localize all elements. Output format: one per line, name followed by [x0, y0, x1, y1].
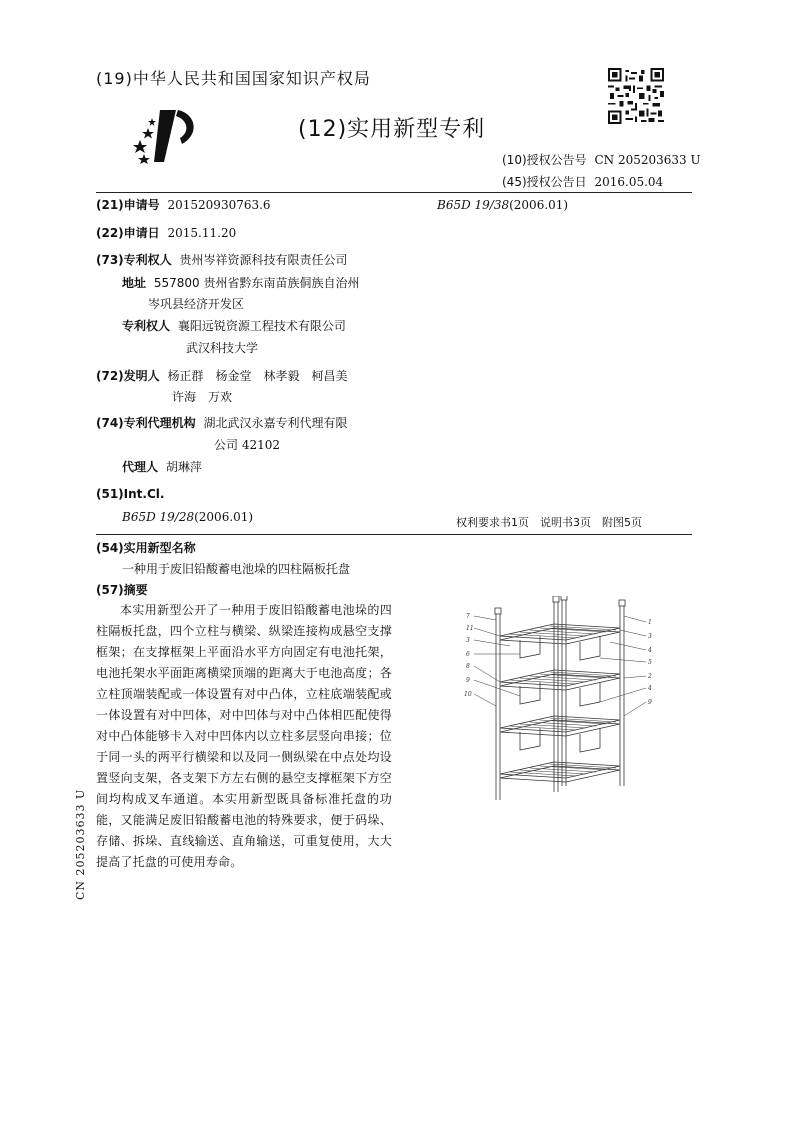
page-counts: 权利要求书1页 说明书3页 附图5页	[456, 516, 642, 529]
pub-no-label: (10)授权公告号	[502, 153, 587, 167]
figure-label-left-3: 3	[466, 637, 470, 644]
patentee-label: (73)专利权人	[96, 253, 172, 267]
pallet-drawing-figure	[460, 596, 672, 810]
app-no-label: (21)申请号	[96, 198, 160, 212]
utility-model-title: 一种用于废旧铅酸蓄电池垛的四柱隔板托盘	[122, 562, 351, 576]
figure-label-right-7: 9	[648, 699, 652, 706]
inventors-line2: 许海 万欢	[172, 390, 233, 404]
agency-line2: 公司 42102	[214, 438, 280, 452]
app-no: 201520930763.6	[167, 198, 271, 212]
agent-label: 代理人	[122, 460, 159, 474]
figure-label-right-4: 5	[648, 659, 652, 666]
ipc-code-right: B65D 19/38	[437, 198, 510, 212]
figure-label-left-6: 9	[466, 677, 470, 684]
figure-label-left-5: 8	[466, 663, 470, 670]
filing-date: 2015.11.20	[167, 226, 237, 240]
figure-label-right-2: 3	[648, 633, 652, 640]
header-rule	[96, 192, 692, 193]
figure-label-right-6: 4	[648, 685, 652, 692]
pub-no: CN 205203633 U	[594, 153, 701, 167]
agency-line1: 湖北武汉永嘉专利代理有限	[203, 416, 348, 430]
ipc-version-right: (2006.01)	[509, 198, 569, 212]
inventors-label: (72)发明人	[96, 369, 160, 383]
intcl-version: (2006.01)	[194, 510, 254, 524]
office-name: (19)中华人民共和国国家知识产权局	[96, 69, 371, 88]
patentee2-line2: 武汉科技大学	[186, 341, 259, 355]
agent: 胡琳萍	[165, 460, 202, 474]
patentee: 贵州岑祥资源科技有限责任公司	[179, 253, 348, 267]
title-label: (54)实用新型名称	[96, 541, 196, 555]
figure-label-left-2: 11	[466, 625, 474, 632]
side-pub-number: CN 205203633 U	[74, 788, 87, 900]
document-type-title: (12)实用新型专利	[298, 117, 486, 142]
figure-label-right-3: 4	[648, 647, 652, 654]
figure-label-left-1: 7	[466, 613, 470, 620]
figure-label-left-7: 10	[464, 691, 472, 698]
figure-label-left-4: 6	[466, 651, 470, 658]
filing-date-label: (22)申请日	[96, 226, 160, 240]
qr-code-icon	[608, 68, 664, 124]
figure-label-right-1: 1	[648, 619, 652, 626]
pub-date-label: (45)授权公告日	[502, 175, 587, 189]
address-line2: 岑巩县经济开发区	[148, 297, 245, 311]
biblio-rule	[96, 534, 692, 535]
sipo-logo-icon	[130, 104, 206, 166]
abstract-text: 本实用新型公开了一种用于废旧铅酸蓄电池垛的四柱隔板托盘，四个立柱与横梁、纵梁连接构成悬空支撑框架；在支撑框架上平面沿水平方向固定有电池托架，电池托架水平面距离横梁顶端的距离大于电池高度；各立柱顶端装配或一体设置有对中凸体，立柱底端装配或一体设置有对中凹体，对中凹体与对中凸体相匹配使得对中凸体能够卡入对中凹体内以立柱多层竖向串接；位于同一头的两平行横梁和以及同一侧纵梁在中点处均设置竖向支架，各支架下方左右侧的悬空支撑框架下方空间均构成叉车通道。本实用新型既具备标准托盘的功能，又能满足废旧铅酸蓄电池的特殊要求，便于码垛、存储、拆垛、直线输送、直角输送，可重复使用，大大提高了托盘的可使用寿命。	[96, 603, 392, 869]
abstract-label: (57)摘要	[96, 583, 148, 597]
patentee2-line1: 襄阳远锐资源工程技术有限公司	[177, 319, 346, 333]
patentee2-label: 专利权人	[122, 319, 171, 333]
address-line1: 557800 贵州省黔东南苗族侗族自治州	[153, 276, 360, 290]
address-label: 地址	[122, 276, 147, 290]
intcl-label: (51)Int.Cl.	[96, 487, 165, 501]
inventors-line1: 杨正群 杨金堂 林孝毅 柯昌美	[167, 369, 348, 383]
figure-label-right-5: 2	[648, 673, 652, 680]
intcl-code: B65D 19/28	[122, 510, 195, 524]
agency-label: (74)专利代理机构	[96, 416, 196, 430]
pub-date: 2016.05.04	[594, 175, 664, 189]
